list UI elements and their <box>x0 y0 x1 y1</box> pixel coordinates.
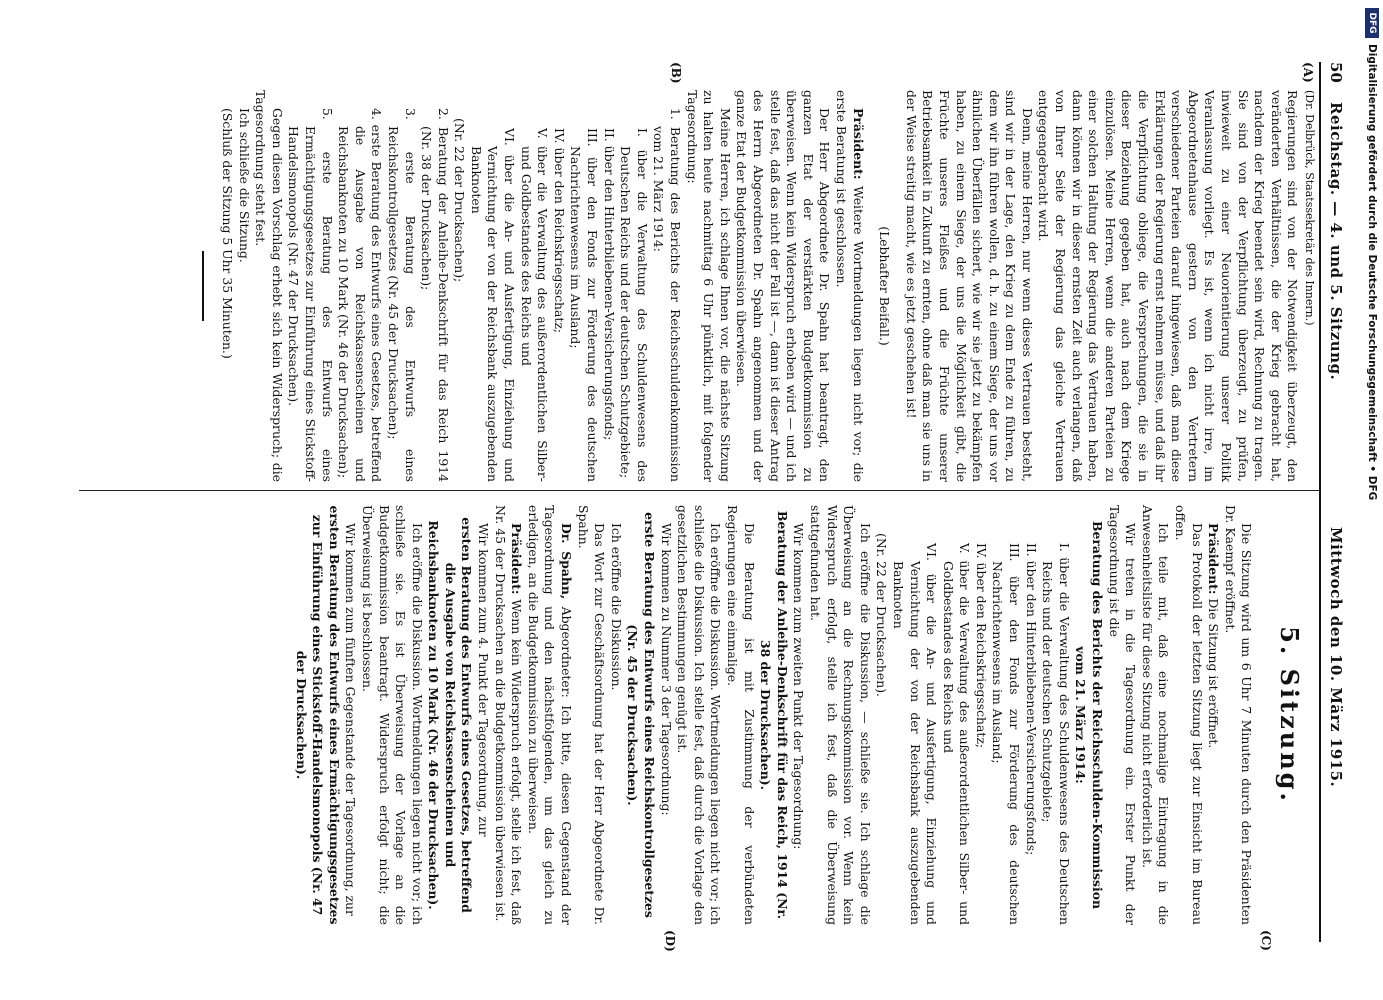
paragraph: Wir kommen zu Nummer 3 der Tagesordnung: <box>658 523 674 816</box>
page-header <box>1323 62 1345 942</box>
paragraph: Regierungen sind von der Notwendigkeit überzeugt, den veränderten Verhältnissen, die der Krieg gebracht hat, nachdem der Krieg beendet sein wird, Rechnung zu tragen. Sie sind von der Verpflichtung überzeugt, zu prüfen, inwieweit zu einer Neuorientierung unserer Politik Veranlassung vorliegt. Es ist, wenn ich nicht irre, im Abgeordnetenhause gestern von den Vertretern verschiedener Parteien darauf hingewiesen, daß man diese Erklärungen der Regierung ernst nehmen müsse, und daß ihr die Verpflichtung obliege, die Versprechungen, die sie in dieser Beziehung gegeben hat, auch nach dem Kriege einzulösen. Meine Herren, wenn die anderen Parteien zu einer solchen Haltung der Regierung das Vertrauen haben, dann können wir in dieser ernsten Zeit auch verlangen, daß von Ihrer Seite der Regierung das gleiche Vertrauen entgegengebracht wird. <box>1036 90 1301 482</box>
speaker-name: Präsident: <box>850 108 866 180</box>
list-item: 3. erste Beratung des Entwurfs eines Reichskontrollgesetzes (Nr. 45 der Drucksachen); <box>385 108 418 482</box>
paragraph: Die Beratung ist mit Zustimmung der verbündeten Regierungen eine einmalige. <box>725 505 757 925</box>
paragraph-text: Die Sitzung ist eröffnet. <box>1206 598 1222 749</box>
list-item: V. über die Verwaltung des außerordentlichen Silber- und Goldbestandes des Reichs und <box>518 128 551 482</box>
dfg-logo: DFG <box>1365 8 1379 38</box>
paragraph <box>491 505 524 925</box>
list-item: 5. erste Beratung des Entwurfs eines Ermächtigungsgesetzes zur Einführung eines Stickstoff-Handelsmonopols (Nr. 47 der Drucksachen). <box>286 108 335 482</box>
margin-mark-c: (C) <box>1259 930 1273 951</box>
list-item: VI. über die An- und Ausfertigung, Einziehung und Vernichtung der von der Reichsbank auszugebenden Banknoten <box>468 128 518 482</box>
list-item: V. über die Verwaltung des außerordentlichen Silber- und Goldbestandes des Reichs und <box>940 543 973 925</box>
list-item: 4. erste Beratung des Entwurfs eines Gesetzes, betreffend die Ausgabe von Reichskassenscheinen und Reichsbanknoten zu 10 Mark (Nr. 46 der Drucksachen); <box>336 108 385 482</box>
right-column <box>292 505 1317 925</box>
list-item: VI. über die An- und Ausfertigung, Einziehung und Vernichtung der von der Reichsbank auszugebenden Banknoten <box>890 543 940 925</box>
credit-text: Digitalisierung gefördert durch die Deutsche Forschungsgemeinschaft • DFG <box>1366 44 1378 501</box>
list-item: III. über den Fonds zur Förderung des deutschen Nachrichtenwesens im Ausland; <box>990 543 1023 925</box>
paragraph: Gegen diesen Vorschlag erhebt sich kein Widerspruch; die Tagesordnung steht fest. <box>253 90 285 482</box>
agenda-list <box>285 90 683 482</box>
list-item: (Nr. 22 der Drucksachen). <box>874 533 890 697</box>
list-item: IV. über den Reichskriegsschatz; <box>973 543 989 749</box>
paragraph: Denn, meine Herren, nur wenn dieses Vertrauen besteht, sind wir in der Lage, den Krieg zu dem Ende zu führen, zu dem wir ihn führen wollen, d. h. zu einem Siege, der uns vor ähnlichen Überfällen sichert, wie wir sie jetzt zu bekämpfen haben, zu einem Siege, der uns die Möglichkeit gibt, die Früchte unseres Fleißes und die Früchte unserer Betriebsamkeit in Zukunft zu ernten, ohne daß man sie uns in der Weise streitig macht, wie es jetzt geschehen ist! <box>903 90 1035 482</box>
list-item: II. über den Hinterbliebenen-Versicherungsfonds; <box>1023 543 1039 856</box>
paragraph: Ich teile mit, daß eine nochmalige Eintragung in die Anwesenheitsliste für diese Sitzung nicht erforderlich ist. <box>1139 505 1172 925</box>
list-item: III. über den Fonds zur Förderung des deutschen Nachrichtenwesens im Ausland; <box>568 128 601 482</box>
paragraph: Meine Herren, ich schlage Ihnen vor, die nächste Sitzung zu halten heute nachmittag 6 Uhr pünktlich, mit folgender Tagesordnung: <box>684 90 733 482</box>
paragraph: Das Protokoll der letzten Sitzung liegt zur Einsicht im Bureau offen. <box>1173 505 1205 925</box>
header-rule <box>1319 62 1321 942</box>
paragraph: Ich eröffne die Diskussion. Wortmeldungen liegen nicht vor; ich schließe sie. Es ist Überweisung der Vorlage an die Budgetkommission beantragt. Widerspruch erfolgt nicht; die Überweisung ist beschlossen. <box>359 505 425 925</box>
list-item: I. über die Verwaltung des Schuldenwesens des Deutschen Reichs und der deutschen Schutzgebiete; <box>1040 543 1072 925</box>
speaker-name: Dr. Spahn, <box>559 523 575 600</box>
header-left-title: Reichstag. — 4. und 5. Sitzung. <box>1327 102 1345 381</box>
margin-mark-b: (B) <box>669 62 683 84</box>
list-item: 2. Beratung der Anleihe-Denkschrift für das Reich 1914 (Nr. 38 der Drucksachen); <box>419 108 451 482</box>
paragraph <box>524 505 574 925</box>
paragraph: Die Sitzung wird um 6 Uhr 7 Minuten durch den Präsidenten Dr. Kaempf eröffnet. <box>1222 505 1255 925</box>
agenda-heading: erste Beratung des Entwurfs eines Reichskontrollgesetzes (Nr. 45 der Drucksachen). <box>625 512 658 918</box>
section-title: 5. Sitzung. <box>1275 626 1304 804</box>
speaker-line: (Dr. Delbrück, Staatssekretär des Innern.) <box>1303 90 1316 326</box>
end-rule <box>202 251 204 321</box>
paragraph: Der Herr Abgeordnete Dr. Spahn hat beantragt, den ganzen Etat der verstärkten Budgetkommission zu überweisen. Wenn kein Widerspruch erhoben wird — und ich stelle fest, daß das nicht der Fall ist —, dann ist dieser Antrag des Herrn Abgeordneten Dr. Spahn angenommen und der ganze Etat der Budgetkommission überwiesen. <box>734 90 833 482</box>
paragraph: Das Wort zur Geschäftsordnung hat der Herr Abgeordnete Dr. Spahn. <box>575 505 608 925</box>
margin-mark-a: (A) <box>1301 62 1315 83</box>
header-right-date: Mittwoch den 10. März 1915. <box>1327 527 1345 788</box>
speaker-name: Präsident: <box>509 523 525 595</box>
item-list <box>873 505 1072 925</box>
paragraph <box>832 90 865 482</box>
left-column <box>188 90 1317 482</box>
agenda-heading: Beratung der Anleihe-Denkschrift für das Reich, 1914 (Nr. 38 der Drucksachen). <box>758 510 790 920</box>
applause-note: (Lebhafter Beifall.) <box>877 226 893 346</box>
margin-mark-d: (D) <box>663 930 677 952</box>
list-item: (Nr. 22 der Drucksachen); <box>452 118 468 283</box>
session-end-note: (Schluß der Sitzung 5 Uhr 35 Minuten.) <box>220 108 235 359</box>
paragraph: Ich schließe die Sitzung. <box>236 108 252 263</box>
list-item: IV. über den Reichskriegsschatz; <box>551 128 567 334</box>
paragraph-text: Wenn kein Widerspruch erfolgt, stelle ich fest, daß Nr. 45 der Drucksachen an die Budgetkommission überwiesen ist. <box>492 505 525 925</box>
agenda-heading: Beratung des Berichts der Reichsschulden-Kommission vom 21. März 1914: <box>1073 521 1106 909</box>
list-item: II. über den Hinterbliebenen-Versicherungsfonds; <box>601 128 617 441</box>
digitization-credit <box>1359 0 1383 1000</box>
paragraph-text: Weitere Wortmeldungen liegen nicht vor; die erste Beratung ist geschlossen. <box>833 90 866 482</box>
paragraph: Wir kommen zum zweiten Punkt der Tagesordnung: <box>791 523 807 850</box>
paragraph: Wir kommen zum fünften Gegenstande der Tagesordnung, zur <box>343 523 359 916</box>
paragraph: Wir treten in die Tagesordnung ein. Erster Punkt der Tagesordnung ist die <box>1106 505 1139 925</box>
paragraph: Ich eröffne die Diskussion, — schließe sie. Ich schlage die Überweisung an die Rechnungskommission vor. Wenn kein Widerspruch erfolgt, stelle ich fest, daß die Überweisung stattgefunden hat. <box>807 505 873 925</box>
list-item: 1. Beratung des Berichts der Reichsschuldenkommission vom 21. März 1914: <box>651 108 684 482</box>
column-divider <box>79 490 1319 491</box>
paragraph: Wir kommen zum 4. Punkt der Tagesordnung, zur <box>476 523 492 837</box>
agenda-heading: ersten Beratung des Entwurfs eines Ermächtigungsgesetzes zur Einführung eines Stickstoff-Handelsmonopols (Nr. 47 der Drucksachen). <box>293 505 342 925</box>
paragraph: Ich eröffne die Diskussion. Wortmeldungen liegen nicht vor; ich schließe die Diskussion. Ich stelle fest, daß durch die Vorlage den gesetzlichen Bestimmungen genügt ist. <box>675 505 724 925</box>
paragraph: Ich eröffne die Diskussion. <box>608 523 624 691</box>
agenda-heading: ersten Beratung des Entwurfs eines Gesetzes, betreffend die Ausgabe von Reichskassenscheinen und Reichsbanknoten zu 10 Mark (Nr. 46 der Drucksachen). <box>426 517 475 913</box>
list-item: I. über die Verwaltung des Schuldenwesens des Deutschen Reichs und der deutschen Schutzgebiete; <box>618 128 650 482</box>
paragraph <box>1205 505 1222 925</box>
speaker-name: Präsident: <box>1206 523 1222 595</box>
paragraph-text: Abgeordneter: Ich bitte, diesen Gegenstand der Tagesordnung und den nächstfolgenden, um das gleich zu erledigen, an die Budgetkommission zu überweisen. <box>525 505 575 926</box>
page-number: 50 <box>1327 62 1345 83</box>
